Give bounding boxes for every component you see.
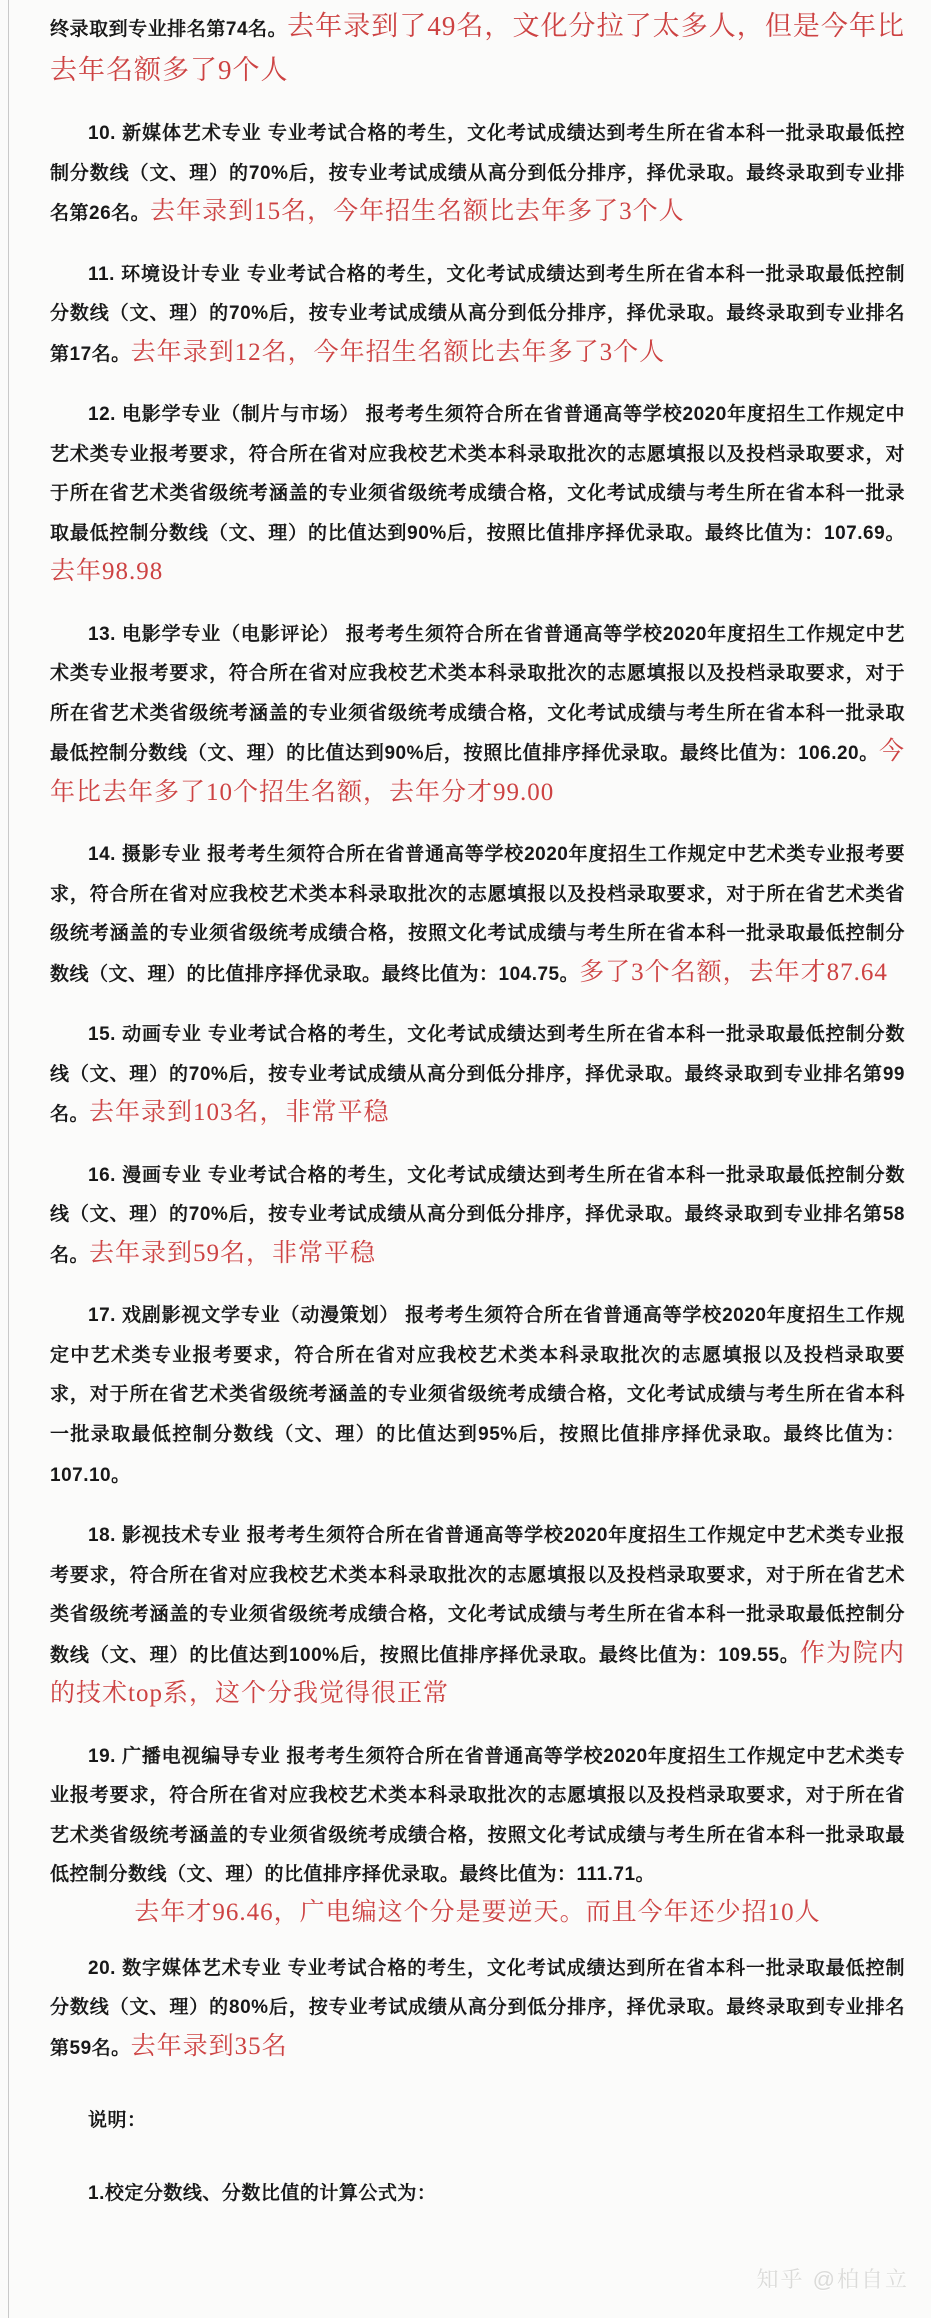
item-12-body: 报考考生须符合所在省普通高等学校2020年度招生工作规定中艺术类专业报考要求，符合所在省对应我校艺术类本科录取批次的志愿填报以及投档录取要求，对于所在省艺术类省级统考涵盖的专业须省级统考成绩合格，文化考试成绩与考生所在省本科一批录取最低控制分数线（文、理）的比值达到90%后，按照比值排序择优录取。最终比值为：107.69。 xyxy=(50,404,905,544)
paragraph-item-19 xyxy=(50,1737,905,1928)
item-15-annotation: 去年录到103名，非常平稳 xyxy=(89,1099,390,1127)
item-11-annotation: 去年录到12名，今年招生名额比去年多了3个人 xyxy=(130,338,666,366)
item-19-annotation: 去年才96.46，广电编这个分是要逆天。而且今年还少招10人 xyxy=(134,1898,821,1926)
item-14-annotation: 多了3个名额，去年才87.64 xyxy=(579,958,888,986)
item-10-annotation: 去年录到15名，今年招生名额比去年多了3个人 xyxy=(150,198,685,226)
paragraph-item-13 xyxy=(50,615,905,815)
item-12-annotation: 去年98.98 xyxy=(50,558,164,586)
notes-formula-line: 1.校定分数线、分数比值的计算公式为： xyxy=(88,2183,437,2205)
paragraph-item-11 xyxy=(50,255,905,375)
notes-heading: 说明： xyxy=(88,2110,147,2132)
zhihu-watermark: 知乎 @柏自立 xyxy=(756,2266,909,2292)
item-10-label: 10. 新媒体艺术专业 xyxy=(88,123,262,145)
item-10-body: 专业考试合格的考生，文化考试成绩达到考生所在省本科一批录取最低控制分数线（文、理）的70%后，按专业考试成绩从高分到低分排序，择优录取。最终录取到专业排名第26名。 xyxy=(50,123,906,225)
item-20-annotation: 去年录到35名 xyxy=(130,2032,288,2060)
item-14-body: 报考考生须符合所在省普通高等学校2020年度招生工作规定中艺术类专业报考要求，符合所在省对应我校艺术类本科录取批次的志愿填报以及投档录取要求，对于所在省艺术类省级统考涵盖的专业须省级统考成绩合格，按照文化考试成绩与考生所在省本科一批录取最低控制分数线（文、理）的比值排序择优录取。最终比值为：104.75。 xyxy=(50,844,905,985)
item-19-label: 19. 广播电视编导专业 xyxy=(88,1745,281,1767)
item-19-body: 报考考生须符合所在省普通高等学校2020年度招生工作规定中艺术类专业报考要求，符合所在省对应我校艺术类本科录取批次的志愿填报以及投档录取要求，对于所在省艺术类省级统考涵盖的专业须省级统考成绩合格，按照文化考试成绩与考生所在省本科一批录取最低控制分数线（文、理）的比值排序择优录取。最终比值为：111.71。 xyxy=(50,1745,905,1886)
item-11-label: 11. 环境设计专业 xyxy=(88,263,241,285)
paragraph-item-12 xyxy=(50,395,905,594)
item-13-body: 报考考生须符合所在省普通高等学校2020年度招生工作规定中艺术类专业报考要求，符合所在省对应我校艺术类本科录取批次的志愿填报以及投档录取要求，对于所在省艺术类省级统考涵盖的专业须省级统考成绩合格，文化考试成绩与考生所在省本科一批录取最低控制分数线（文、理）的比值达到90%后，按照比值排序择优录取。最终比值为：106.20。 xyxy=(50,623,905,765)
item-20-body: 专业考试合格的考生，文化考试成绩达到所在省本科一批录取最低控制分数线（文、理）的80%后，按专业考试成绩从高分到低分排序，择优录取。最终录取到专业排名第59名。 xyxy=(50,1957,905,2059)
item-15-body: 专业考试合格的考生，文化考试成绩达到考生所在省本科一批录取最低控制分数线（文、理）的70%后，按专业考试成绩从高分到低分排序，择优录取。最终录取到专业排名第99名。 xyxy=(50,1024,905,1126)
item-20-label: 20. 数字媒体艺术专业 xyxy=(88,1957,282,1979)
paragraph-item-18 xyxy=(50,1516,905,1716)
paragraph-item-14 xyxy=(50,835,905,994)
item-16-body: 专业考试合格的考生，文化考试成绩达到考生所在省本科一批录取最低控制分数线（文、理）的70%后，按专业考试成绩从高分到低分排序，择优录取。最终录取到专业排名第58名。 xyxy=(50,1164,905,1266)
item-18-annotation: 作为院内的技术top系，这个分我觉得很正常 xyxy=(50,1639,905,1708)
item-12-label: 12. 电影学专业（制片与市场） xyxy=(88,404,360,426)
paragraph-item-10 xyxy=(50,114,905,234)
intro-annotation: 去年录到了49名，文化分拉了太多人，但是今年比去年名额多了9个人 xyxy=(50,11,906,85)
item-16-label: 16. 漫画专业 xyxy=(88,1164,202,1186)
item-11-body: 专业考试合格的考生，文化考试成绩达到考生所在省本科一批录取最低控制分数线（文、理）的70%后，按专业考试成绩从高分到低分排序，择优录取。最终录取到专业排名第17名。 xyxy=(50,263,905,365)
paragraph-item-15 xyxy=(50,1015,905,1135)
paragraph-intro-continuation xyxy=(50,6,905,93)
item-18-label: 18. 影视技术专业 xyxy=(88,1525,241,1547)
item-13-annotation: 今年比去年多了10个招生名额，去年分才99.00 xyxy=(50,738,905,806)
item-14-label: 14. 摄影专业 xyxy=(88,844,202,866)
item-18-body: 报考考生须符合所在省普通高等学校2020年度招生工作规定中艺术类专业报考要求，符合所在省对应我校艺术类本科录取批次的志愿填报以及投档录取要求，对于所在省艺术类省级统考涵盖的专业须省级统考成绩合格，文化考试成绩与考生所在省本科一批录取最低控制分数线（文、理）的比值达到100%后，按照比值排序择优录取。最终比值为：109.55。 xyxy=(50,1525,905,1666)
paragraph-item-17 xyxy=(50,1296,905,1495)
left-border-line xyxy=(8,0,9,2318)
paragraph-item-20 xyxy=(50,1949,905,2069)
item-15-label: 15. 动画专业 xyxy=(88,1024,202,1046)
item-17-body: 报考考生须符合所在省普通高等学校2020年度招生工作规定中艺术类专业报考要求，符合所在省对应我校艺术类本科录取批次的志愿填报以及投档录取要求，对于所在省艺术类省级统考涵盖的专业须省级统考成绩合格，文化考试成绩与考生所在省本科一批录取最低控制分数线（文、理）的比值达到95%后，按照比值排序择优录取。最终比值为：107.10。 xyxy=(50,1305,905,1486)
intro-black-text: 终录取到专业排名第74名。 xyxy=(50,19,288,40)
item-16-annotation: 去年录到59名，非常平稳 xyxy=(89,1239,377,1267)
paragraph-item-16 xyxy=(50,1156,905,1276)
item-13-label: 13. 电影学专业（电影评论） xyxy=(88,623,340,645)
item-17-label: 17. 戏剧影视文学专业（动漫策划） xyxy=(88,1305,400,1327)
